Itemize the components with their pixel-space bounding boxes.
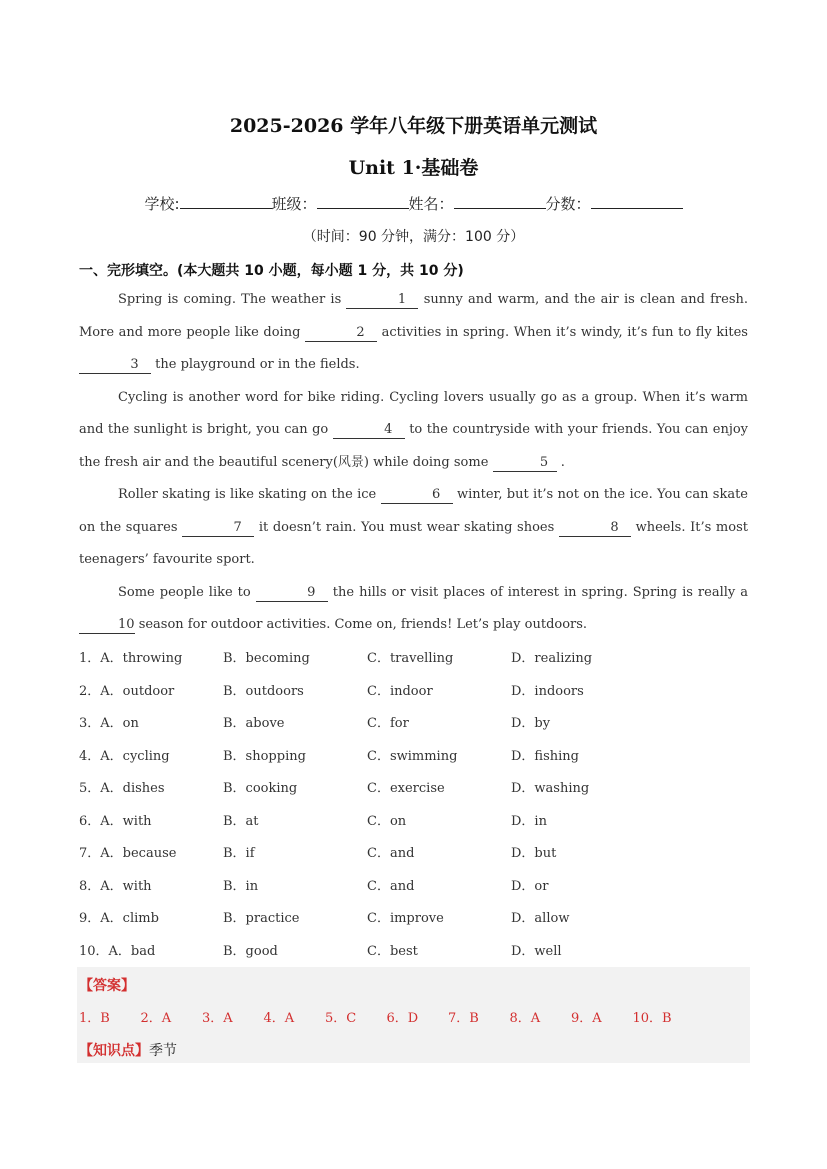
name-label: 姓名： xyxy=(408,195,454,213)
time-line: （时间：90 分钟，满分：100 分） xyxy=(302,229,525,245)
knowledge-point-label: 【知识点】 xyxy=(79,1043,149,1059)
option-c: C．on xyxy=(367,813,407,829)
option-c: C．and xyxy=(367,878,415,894)
option-b: B．cooking xyxy=(223,781,298,796)
answer-box xyxy=(77,967,750,1063)
option-c: C．travelling xyxy=(367,651,454,666)
question-7 xyxy=(79,838,748,871)
blank-4: 4 xyxy=(333,422,405,439)
text: winter, but it’s not on the ice. You can skate on the squares xyxy=(79,487,748,535)
option-b: B．if xyxy=(223,846,255,861)
answer-list xyxy=(79,1007,694,1026)
option-c: C．best xyxy=(367,943,418,959)
blank-10: 10 xyxy=(79,617,135,634)
page-subtitle: Unit 1·基础卷 xyxy=(348,157,479,179)
page-title: 2025-2026 学年八年级下册英语单元测试 xyxy=(229,115,598,137)
text: . xyxy=(560,454,565,470)
score-label: 分数： xyxy=(545,195,591,213)
answer-item: 3．A xyxy=(202,1011,233,1026)
text: Roller skating is like skating on the ice xyxy=(118,487,377,502)
option-c: C．indoor xyxy=(367,683,433,699)
option-c: C．and xyxy=(367,846,415,861)
cloze-passage xyxy=(79,284,748,642)
paragraph-4 xyxy=(79,577,748,642)
question-10 xyxy=(79,936,748,969)
option-a: 1．A．throwing xyxy=(79,651,183,666)
question-6 xyxy=(79,806,748,839)
text: the playground or in the fields. xyxy=(155,357,360,372)
option-a: 8．A．with xyxy=(79,878,152,894)
option-a: 2．A．outdoor xyxy=(79,683,175,699)
option-c: C．for xyxy=(367,716,409,731)
option-b: B．in xyxy=(223,878,259,894)
blank-9: 9 xyxy=(256,585,328,602)
option-a: 3．A．on xyxy=(79,716,139,731)
text: to the countryside with your friends. You can enjoy the fresh air and the beautiful scenery(风景) while doing some xyxy=(79,422,749,470)
knowledge-point-value: 季节 xyxy=(149,1043,177,1059)
option-a: 7．A．because xyxy=(79,846,177,861)
text: Spring is coming. The weather is xyxy=(118,292,342,307)
question-8 xyxy=(79,871,748,904)
question-options xyxy=(79,643,748,968)
option-b: B．outdoors xyxy=(223,683,304,699)
option-b: B．shopping xyxy=(223,748,306,764)
option-d: D．in xyxy=(511,813,547,829)
option-a: 9．A．climb xyxy=(79,911,159,926)
school-label: 学校: xyxy=(144,195,180,213)
school-blank xyxy=(180,193,272,209)
blank-6: 6 xyxy=(381,487,453,504)
answer-item: 1．B xyxy=(79,1011,110,1026)
option-d: D．indoors xyxy=(511,683,584,699)
section-title: 一、完形填空。(本大题共 10 小题，每小题 1 分，共 10 分) xyxy=(79,263,464,279)
student-info-line xyxy=(0,193,827,214)
question-1 xyxy=(79,643,748,676)
blank-5: 5 xyxy=(493,455,557,472)
score-blank xyxy=(591,193,683,209)
answer-item: 9．A xyxy=(571,1011,602,1026)
option-d: D．allow xyxy=(511,911,570,926)
paragraph-3 xyxy=(79,479,748,577)
answer-label: 【答案】 xyxy=(79,978,135,994)
option-c: C．exercise xyxy=(367,781,445,796)
blank-3: 3 xyxy=(79,357,151,374)
text: Cycling is another word for bike riding. Cycling lovers usually go as a group. When it’s warm and the sunlight is bright, you can go xyxy=(79,389,748,437)
blank-8: 8 xyxy=(559,520,631,537)
answer-item: 7．B xyxy=(448,1011,479,1026)
option-a: 6．A．with xyxy=(79,813,152,829)
text: season for outdoor activities. Come on, friends! Let’s play outdoors. xyxy=(138,617,588,632)
option-b: B．becoming xyxy=(223,651,310,666)
text: it doesn’t rain. You must wear skating shoes xyxy=(258,519,555,535)
option-d: D．or xyxy=(511,878,549,894)
option-b: B．at xyxy=(223,813,259,829)
name-blank xyxy=(454,193,546,209)
question-9 xyxy=(79,903,748,936)
option-c: C．improve xyxy=(367,911,444,926)
paragraph-2 xyxy=(79,382,748,480)
answer-item: 8．A xyxy=(509,1011,541,1026)
answer-item: 6．D xyxy=(386,1011,419,1026)
option-d: D．realizing xyxy=(511,651,593,666)
paragraph-1 xyxy=(79,284,748,382)
answer-item: 5．C xyxy=(325,1011,357,1026)
option-b: B．good xyxy=(223,943,278,959)
text: Some people like to xyxy=(118,584,251,600)
text: the hills or visit places of interest in spring. Spring is really a xyxy=(332,584,748,600)
answer-item: 10．B xyxy=(632,1011,672,1026)
question-3 xyxy=(79,708,748,741)
option-a: 10．A．bad xyxy=(79,943,156,959)
option-c: C．swimming xyxy=(367,748,458,764)
text: sunny and warm, and the air is clean and fresh. More and more people like doing xyxy=(79,292,748,340)
option-d: D．by xyxy=(511,716,551,731)
class-label: 班级： xyxy=(271,195,317,213)
option-a: 5．A．dishes xyxy=(79,781,165,796)
option-d: D．but xyxy=(511,846,557,861)
question-5 xyxy=(79,773,748,806)
blank-7: 7 xyxy=(182,520,254,537)
answer-item: 4．A xyxy=(263,1011,295,1026)
question-4 xyxy=(79,741,748,774)
knowledge-point xyxy=(79,1040,177,1060)
class-blank xyxy=(317,193,409,209)
blank-2: 2 xyxy=(305,325,377,342)
answer-item: 2．A xyxy=(140,1011,172,1026)
option-b: B．above xyxy=(223,716,285,731)
question-2 xyxy=(79,676,748,709)
blank-1: 1 xyxy=(346,292,418,309)
text: wheels. It’s most teenagers’ favourite sport. xyxy=(79,519,748,567)
option-b: B．practice xyxy=(223,911,300,926)
option-d: D．fishing xyxy=(511,748,579,764)
text: activities in spring. When it’s windy, it’s fun to fly kites xyxy=(381,324,748,340)
option-d: D．washing xyxy=(511,781,590,796)
option-d: D．well xyxy=(511,943,562,959)
option-a: 4．A．cycling xyxy=(79,748,170,764)
